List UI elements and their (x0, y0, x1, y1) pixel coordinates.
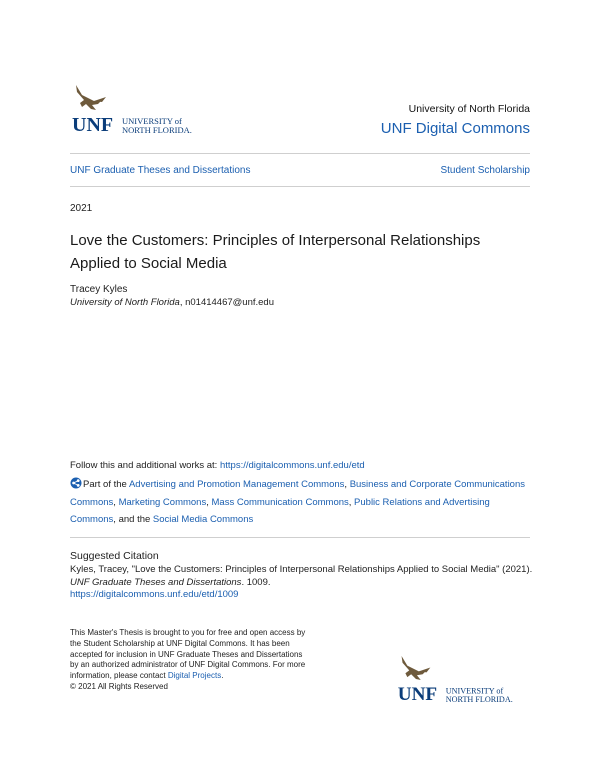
follow-link[interactable]: https://digitalcommons.unf.edu/etd (219, 460, 365, 471)
rights-text: This Master's Thesis is brought to you for free and open access by the Student Scholarship at UNF Digital Commons. It has been accepted for inclusion in UNF Graduate Theses and Dissertations by an authorized administrator of UNF Digital Commons. For more information, please contact (70, 628, 306, 681)
commons-link[interactable]: Social Media Commons (152, 514, 254, 525)
part-of-prefix: Part of the (83, 479, 129, 490)
collection-link[interactable]: UNF Graduate Theses and Dissertations (70, 165, 251, 176)
document-title: Love the Customers: Principles of Interpersonal Relationships Applied to Social Media (70, 232, 481, 272)
author-affiliation (70, 296, 274, 309)
copyright: © 2021 All Rights Reserved (70, 681, 168, 691)
logo-line-2: NORTH FLORIDA. (122, 125, 192, 135)
separator: , (348, 496, 355, 508)
citation-number: . 1009. (241, 576, 271, 588)
unf-logo (72, 85, 208, 135)
citation-main: Kyles, Tracey, "Love the Customers: Principles of Interpersonal Relationships Applied to Social Media" (2021). (70, 564, 533, 575)
citation-series: UNF Graduate Theses and Dissertations (70, 576, 242, 588)
commons-link[interactable]: Business and Corporate Communications Commons (70, 479, 525, 508)
osprey-icon (76, 85, 106, 110)
rights-period: . (221, 671, 224, 681)
rights-statement (70, 628, 310, 693)
commons-link[interactable]: Marketing Commons (118, 496, 207, 508)
osprey-icon (402, 656, 431, 680)
part-of-commons (70, 476, 535, 529)
affiliation-name: University of North Florida (70, 297, 180, 308)
repository-link[interactable]: UNF Digital Commons (380, 120, 530, 137)
citation-heading: Suggested Citation (70, 550, 159, 562)
citation-link[interactable]: https://digitalcommons.unf.edu/etd/1009 (70, 589, 239, 600)
commons-link[interactable]: Advertising and Promotion Management Commons (128, 479, 345, 490)
publisher-block (381, 102, 530, 139)
commons-link[interactable]: Mass Communication Commons (211, 496, 349, 508)
divider (70, 186, 530, 187)
separator: , (113, 496, 119, 508)
citation-text (70, 564, 540, 602)
separator: , and the (113, 514, 153, 525)
divider (70, 537, 530, 538)
contact-link[interactable]: Digital Projects (167, 671, 222, 681)
separator: , (206, 496, 212, 508)
separator: , (344, 479, 350, 490)
follow-label: Follow this and additional works at: (70, 460, 220, 471)
unf-logo (397, 656, 529, 704)
author-email: , n01414467@unf.edu (179, 297, 274, 308)
logo-letters: UNF (397, 684, 438, 704)
logo-line-2: NORTH FLORIDA. (445, 695, 513, 704)
logo-line-1: UNIVERSITY of (122, 116, 182, 126)
logo-letters: UNF (72, 114, 114, 135)
share-icon (70, 477, 82, 489)
follow-line (70, 459, 365, 472)
logo-line-1: UNIVERSITY of (445, 686, 504, 696)
author-name: Tracey Kyles (70, 284, 128, 295)
publication-year: 2021 (70, 203, 93, 214)
series-link[interactable]: Student Scholarship (440, 165, 530, 176)
divider (70, 153, 530, 154)
commons-link[interactable]: Public Relations and Advertising Commons (70, 496, 490, 525)
institution-name: University of North Florida (408, 103, 530, 115)
